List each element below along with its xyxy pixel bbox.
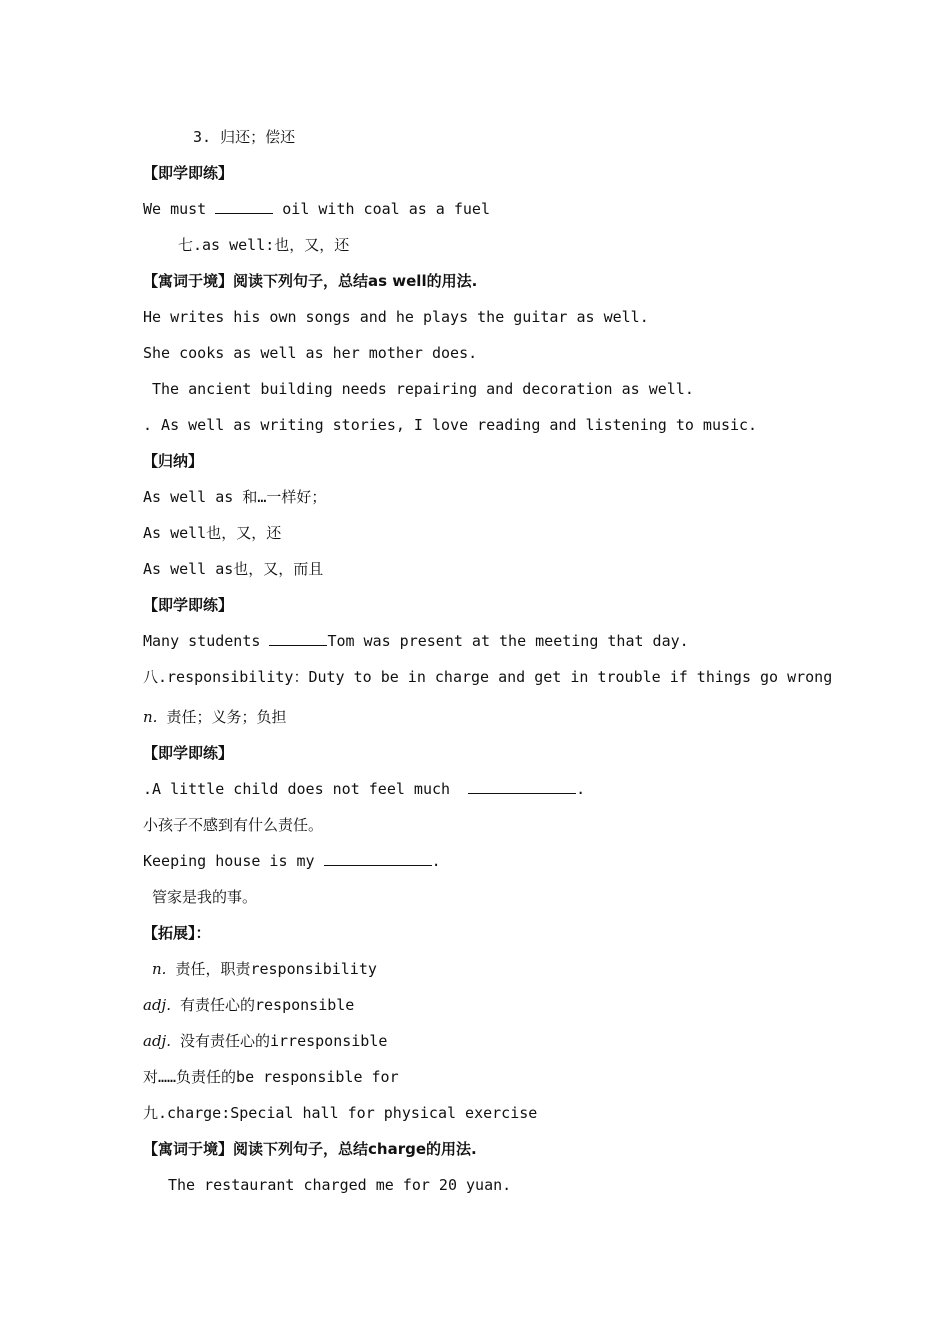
exercise-sentence: .A little child does not feel much . — [143, 780, 586, 798]
section-heading-context: 【寓词于境】阅读下列句子，总结as well的用法. — [143, 272, 478, 290]
section-heading-practice: 【即学即练】 — [143, 164, 234, 182]
example-sentence: He writes his own songs and he plays the guitar as well. — [143, 308, 649, 326]
summary-item: As well as 和…一样好； — [143, 488, 327, 506]
extension-item: adj. 有责任心的responsible — [143, 996, 355, 1014]
translation: 小孩子不感到有什么责任。 — [143, 816, 324, 834]
exercise-sentence: Many students Tom was present at the meeting that day. — [143, 632, 689, 650]
extension-item: 对……负责任的be responsible for — [143, 1068, 399, 1086]
vocab-heading-responsibility: 八.responsibility：Duty to be in charge and get in trouble if things go wrong — [143, 668, 833, 686]
section-heading-summary: 【归纳】 — [143, 452, 204, 470]
extension-item: adj. 没有责任心的irresponsible — [143, 1032, 388, 1050]
answer-blank — [324, 851, 432, 866]
vocab-heading-as-well: 七.as well:也，又，还 — [178, 236, 350, 254]
definition-noun: n. 责任；义务；负担 — [143, 708, 287, 726]
translation: 管家是我的事。 — [152, 888, 258, 906]
example-sentence: She cooks as well as her mother does. — [143, 344, 478, 362]
section-heading-practice: 【即学即练】 — [143, 744, 234, 762]
summary-item: As well as也，又，而且 — [143, 560, 324, 578]
section-heading-extension: 【拓展】： — [143, 924, 211, 942]
vocab-heading-charge: 九.charge:Special hall for physical exercise — [143, 1104, 538, 1122]
summary-item: As well也，又，还 — [143, 524, 282, 542]
example-sentence: The ancient building needs repairing and decoration as well. — [152, 380, 694, 398]
exercise-sentence: We must oil with coal as a fuel — [143, 200, 490, 218]
example-sentence: The restaurant charged me for 20 yuan. — [168, 1176, 512, 1194]
example-sentence: . As well as writing stories, I love reading and listening to music. — [143, 416, 758, 434]
definition-3: 3. 归还；偿还 — [193, 128, 296, 146]
section-heading-context: 【寓词于境】阅读下列句子，总结charge的用法. — [143, 1140, 477, 1158]
exercise-sentence: Keeping house is my . — [143, 852, 441, 870]
extension-item: n. 责任，职责responsibility — [152, 960, 377, 978]
section-heading-practice: 【即学即练】 — [143, 596, 234, 614]
answer-blank — [215, 199, 273, 214]
answer-blank — [468, 779, 576, 794]
answer-blank — [269, 631, 327, 646]
